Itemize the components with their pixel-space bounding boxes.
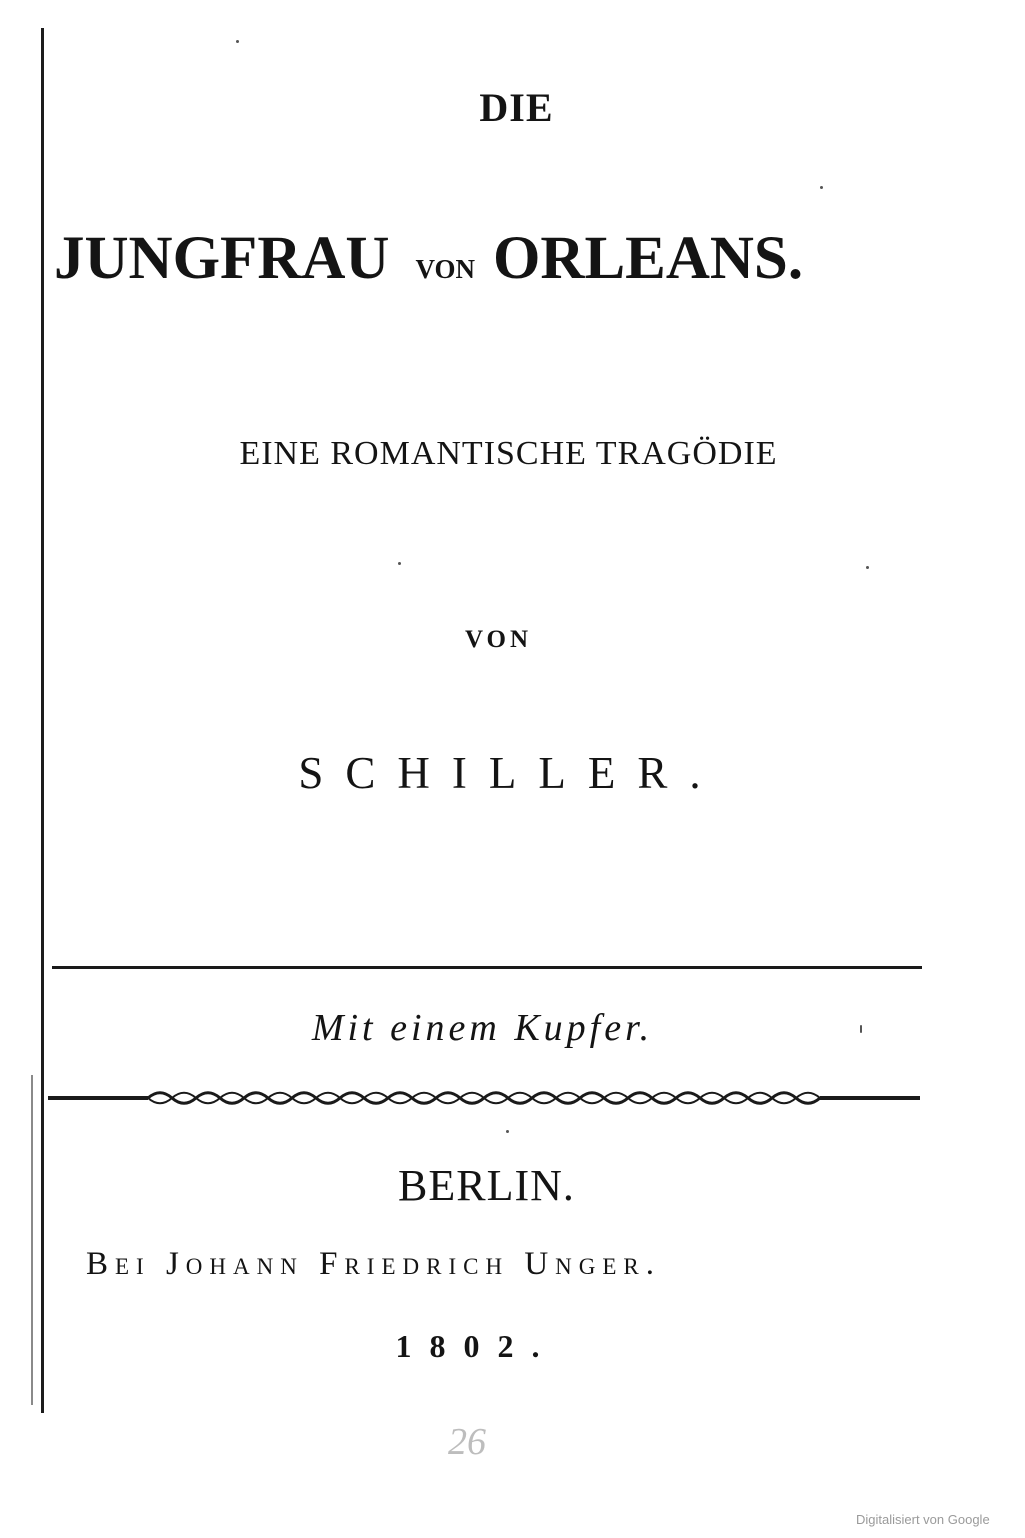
publication-year: 1802. [395, 1328, 558, 1364]
subtitle: EINE ROMANTISCHE TRAGÖDIE [239, 435, 778, 472]
paper-speck [506, 1130, 509, 1133]
publisher: Bei Johann Friedrich Unger. [86, 1246, 662, 1282]
paper-speck [860, 1025, 862, 1033]
by-line: VON [464, 626, 533, 653]
handwritten-shelf-mark: 26 [448, 1421, 486, 1463]
title-article: DIE [479, 85, 554, 130]
digitization-watermark: Digitalisiert von Google [856, 1512, 990, 1527]
main-title-part2: ORLEANS. [492, 225, 804, 292]
paper-speck [866, 566, 869, 569]
main-title-von: von [415, 245, 475, 287]
main-title-part1: JUNGFRAU [54, 225, 390, 292]
main-title [54, 224, 954, 294]
author-name: SCHILLER. [298, 748, 723, 798]
paper-speck [820, 186, 823, 189]
paper-speck [398, 562, 401, 565]
divider-rule [52, 966, 922, 969]
publication-place: BERLIN. [398, 1161, 575, 1210]
paper-speck [236, 40, 239, 43]
ornamental-rule [48, 1089, 920, 1107]
engraving-note: Mit einem Kupfer. [311, 1007, 654, 1049]
